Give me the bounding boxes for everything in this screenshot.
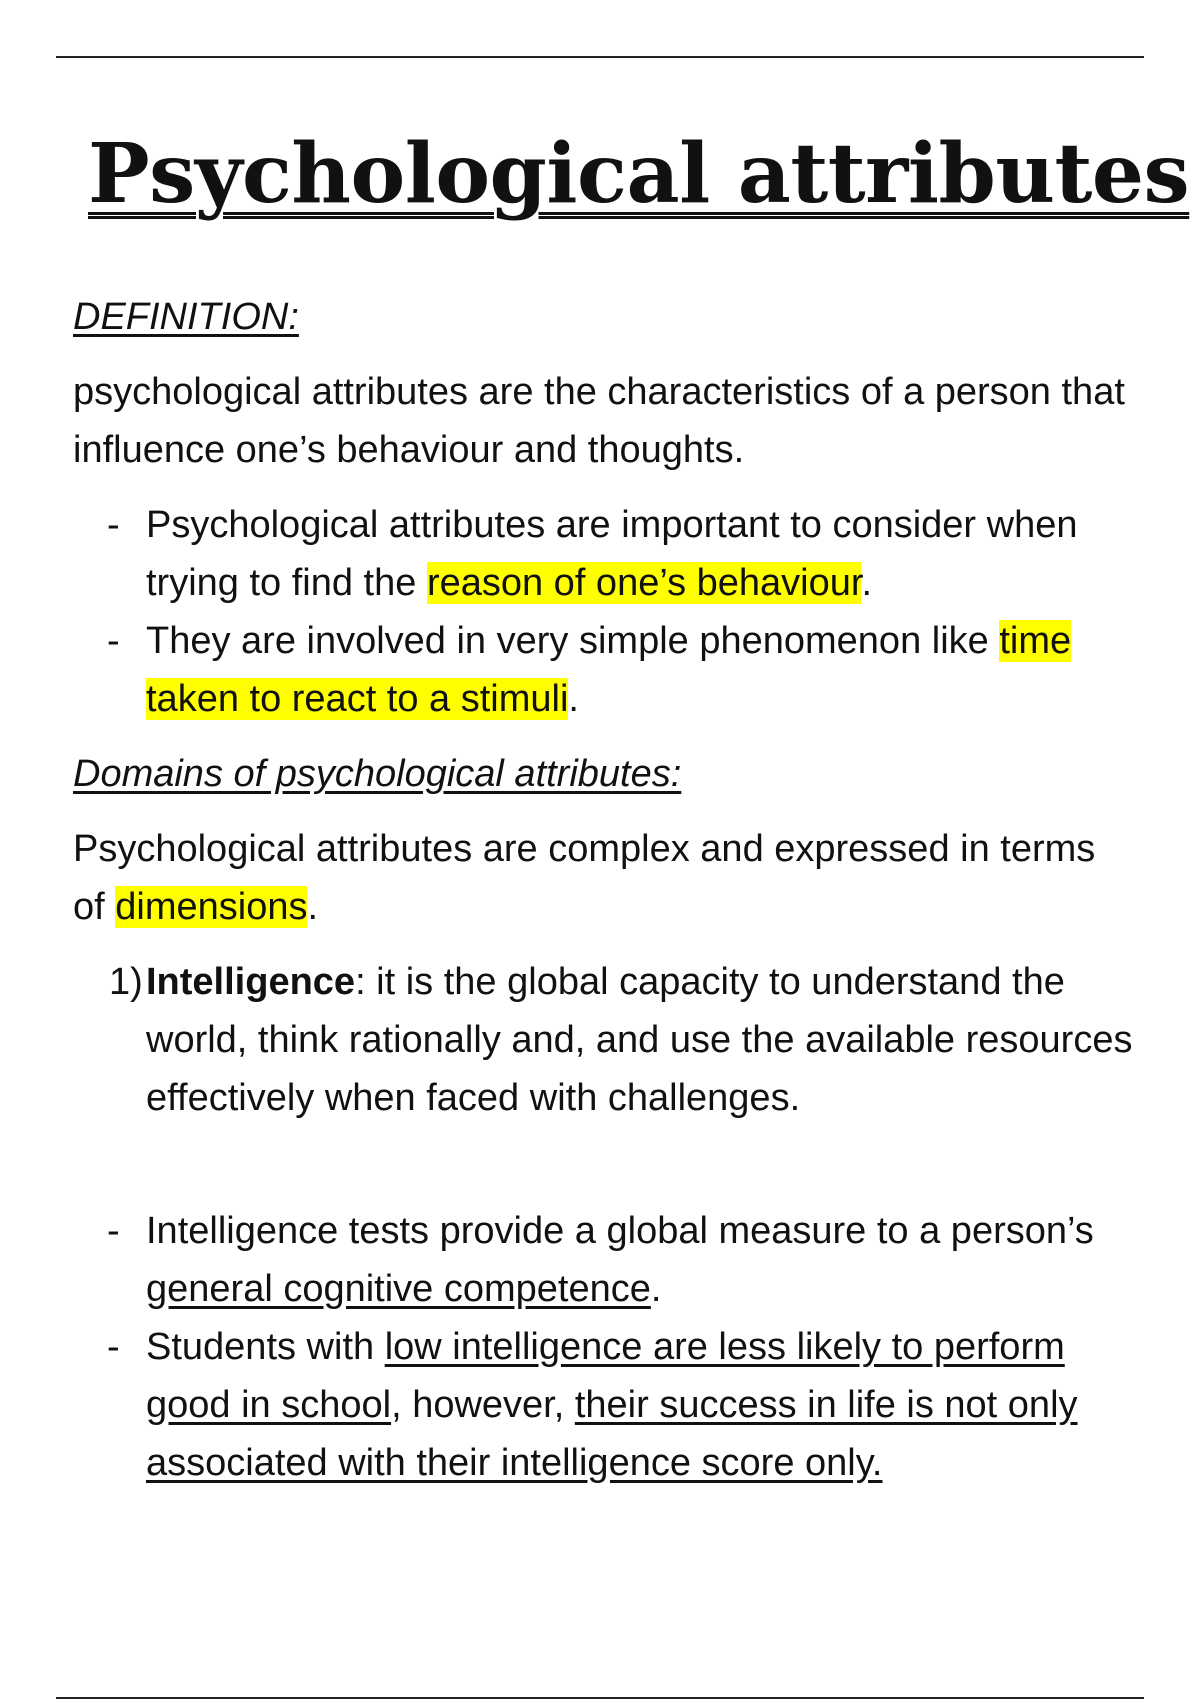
domains-numbered-list — [73, 953, 1133, 1127]
list-item — [73, 496, 1133, 612]
bullet-text: Intelligence tests provide a global measure to a person’s — [146, 1210, 1094, 1252]
underlined-text: their success in life is not only associated with their intelligence score only. — [146, 1384, 1078, 1484]
list-item — [73, 1202, 1133, 1318]
dash-marker: - — [107, 620, 120, 662]
underlined-text: general cognitive competence — [146, 1268, 651, 1310]
highlighted-text: reason of one’s behaviour — [426, 562, 862, 604]
bullet-text: They are involved in very simple phenomenon like — [146, 620, 1000, 662]
bottom-rule — [56, 1697, 1144, 1699]
top-rule — [56, 56, 1144, 58]
highlighted-text: time taken to react to a stimuli — [146, 620, 1072, 720]
dash-marker: - — [107, 1326, 120, 1368]
bullet-text: , however, — [391, 1384, 575, 1426]
bullet-punctuation: . — [861, 562, 873, 604]
highlighted-text: dimensions — [115, 886, 308, 928]
bullet-text: Students with — [146, 1326, 385, 1368]
document-body — [73, 288, 1133, 1509]
page-title: Psychological attributes — [88, 125, 1190, 222]
domains-intro-text: Psychological attributes are complex and expressed in terms of — [73, 828, 1096, 928]
blank-line — [73, 1144, 1133, 1202]
bullet-punctuation: . — [650, 1268, 662, 1310]
list-item — [73, 953, 1133, 1127]
number-marker: 1) — [109, 961, 143, 1003]
list-item — [73, 1318, 1133, 1492]
bullet-text: Psychological attributes are important to consider when trying to find the — [146, 504, 1078, 604]
dash-marker: - — [107, 504, 120, 546]
list-item — [73, 612, 1133, 728]
intelligence-bullet-list — [73, 1202, 1133, 1492]
term-definition: : it is the global capacity to understand the world, think rationally and, and use the available resources effectively when faced with challenges. — [146, 961, 1133, 1119]
definition-text: psychological attributes are the characteristics of a person that influence one’s behaviour and thoughts. — [73, 371, 1125, 471]
underlined-text: low intelligence are less likely to perform good in school — [146, 1326, 1065, 1426]
domains-intro-punctuation: . — [307, 886, 319, 928]
term-intelligence: Intelligence — [146, 961, 356, 1003]
dash-marker: - — [107, 1210, 120, 1252]
bullet-punctuation: . — [568, 678, 579, 720]
definition-heading: DEFINITION: — [73, 296, 299, 338]
domains-intro — [73, 820, 1133, 936]
domains-heading: Domains of psychological attributes: — [73, 753, 682, 795]
definition-bullet-list — [73, 496, 1133, 728]
